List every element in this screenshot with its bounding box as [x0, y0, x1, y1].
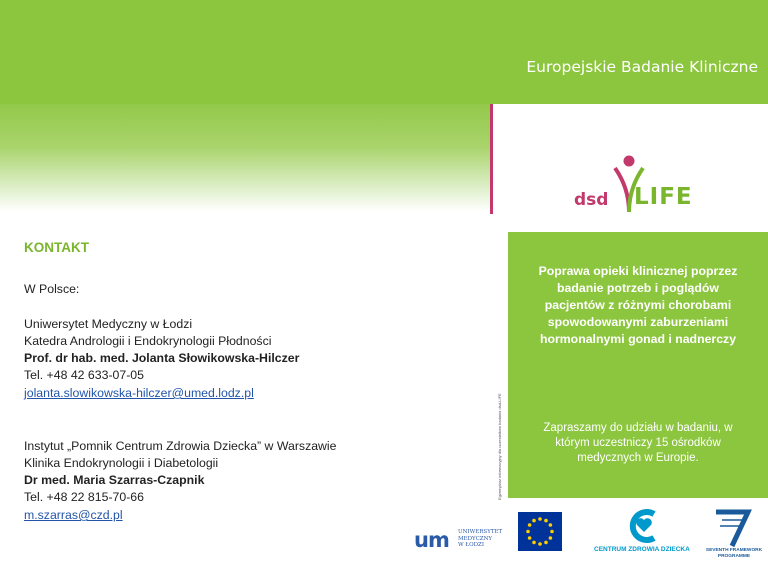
- fp7-text: [704, 548, 764, 559]
- institution2-email-link[interactable]: m.szarras@czd.pl: [24, 508, 123, 522]
- eu-flag-icon: [518, 512, 562, 551]
- panel-note: Zapraszamy do udziału w badaniu, w którym uczestniczy 15 ośrodków medycznych w Europie.: [543, 422, 733, 464]
- czd-text: CENTRUM ZDROWIA DZIECKA: [594, 546, 690, 553]
- contact-heading: KONTAKT: [24, 240, 89, 255]
- institution2-person: Dr med. Maria Szarras-Czapnik: [24, 473, 205, 487]
- um-line3: W ŁODZI: [458, 542, 484, 548]
- institution1-phone: Tel. +48 42 633-07-05: [24, 368, 144, 382]
- dsd-life-logo: [574, 154, 704, 218]
- page-title: Europejskie Badanie Kliniczne: [526, 58, 758, 76]
- institution2-name: Instytut „Pomnik Centrum Zdrowia Dziecka” w Warszawie: [24, 439, 337, 453]
- um-mark: um: [414, 528, 449, 552]
- header-band: [0, 0, 768, 104]
- partner-logos: [400, 500, 768, 576]
- logo-life-text: LIFE: [634, 184, 693, 210]
- gradient-band: [0, 104, 490, 212]
- um-text: [458, 529, 502, 549]
- vertical-fine-print: [497, 360, 507, 500]
- fp7-line2: PROGRAMME: [717, 553, 751, 559]
- czd-logo: [594, 508, 690, 568]
- czd-heart-icon: [624, 508, 664, 544]
- institution1-email-link[interactable]: jolanta.slowikowska-hilczer@umed.lodz.pl: [24, 386, 254, 400]
- um-line1: UNIWERSYTET: [458, 529, 503, 535]
- logo-dsd-text: dsd: [574, 190, 609, 210]
- fp7-seven-icon: [702, 508, 766, 548]
- institution2-department: Klinika Endokrynologii i Diabetologii: [24, 456, 219, 470]
- panel-heading: Poprawa opieki klinicznej poprzez badanie potrzeb i poglądów pacjentów z różnymi chorobami spowodowanymi zaburzeniami hormonalnymi gonad i nadnerczy: [538, 264, 738, 346]
- institution1-person: Prof. dr hab. med. Jolanta Słowikowska-Hilczer: [24, 351, 300, 365]
- institution2-phone: Tel. +48 22 815-70-66: [24, 490, 144, 504]
- poland-label: W Polsce:: [24, 282, 80, 296]
- fp7-line1: SEVENTH FRAMEWORK: [705, 548, 763, 553]
- um-line2: MEDYCZNY: [458, 535, 493, 542]
- institution1-name: Uniwersytet Medyczny w Łodzi: [24, 317, 193, 331]
- fp7-logo: [702, 508, 766, 572]
- institution1-department: Katedra Andrologii i Endokrynologii Płodności: [24, 334, 272, 348]
- vertical-note: Egzemplarz informacyjny dla uczestników badania dsd-LIFE: [497, 393, 502, 500]
